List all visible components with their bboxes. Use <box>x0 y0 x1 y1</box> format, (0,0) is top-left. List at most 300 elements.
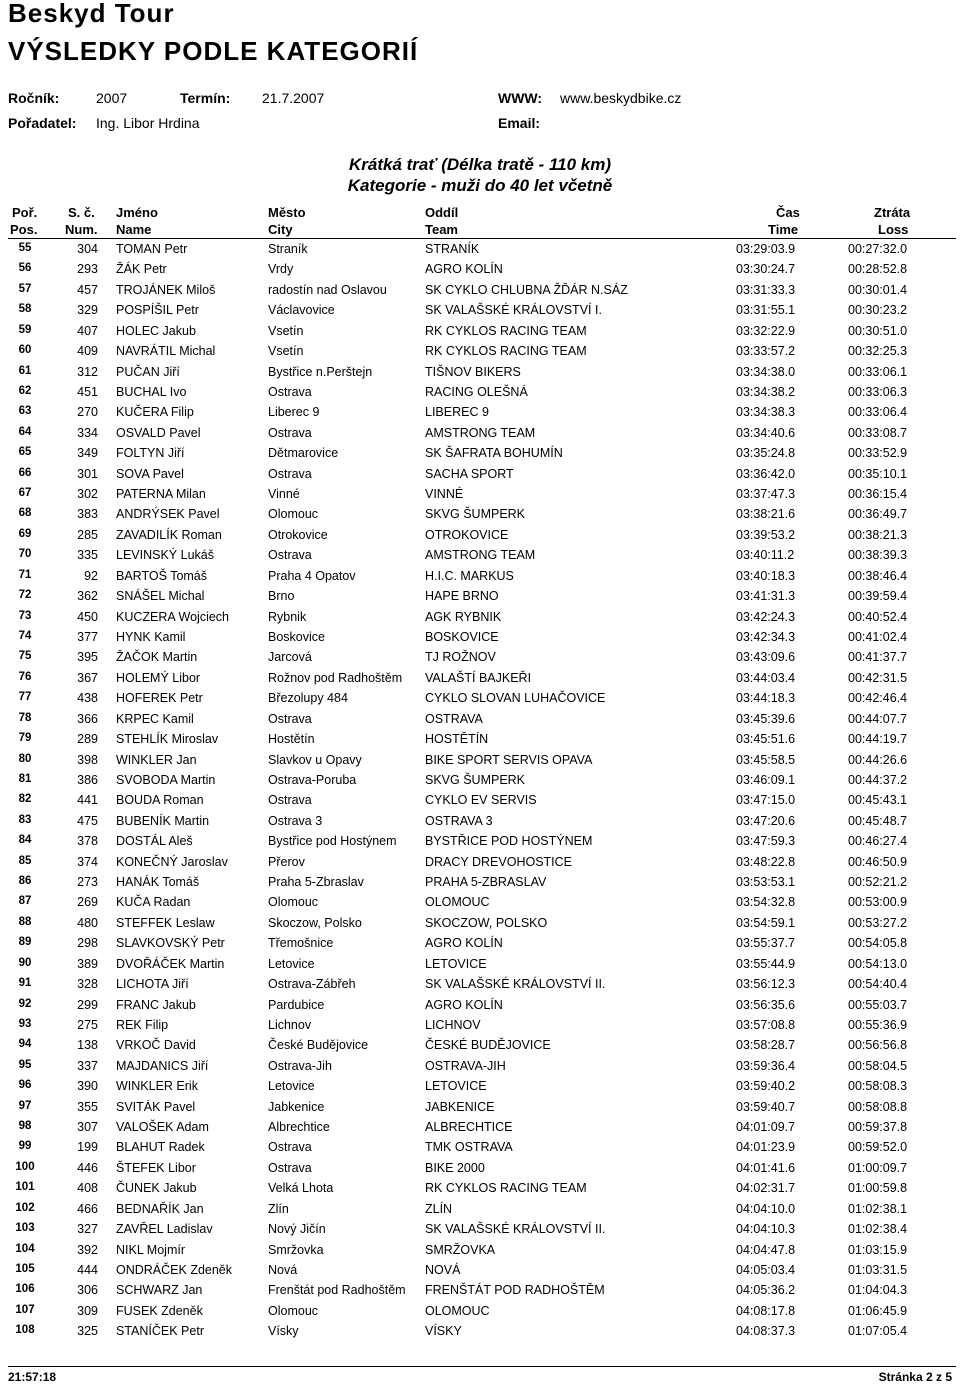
table-row <box>0 811 960 831</box>
loss-cell: 01:00:59.8 <box>848 1181 908 1196</box>
loss-cell: 00:30:23.2 <box>848 303 908 318</box>
city-cell: Vsetín <box>268 323 304 338</box>
position-cell: 78 <box>18 711 32 724</box>
city-cell: Ostrava <box>268 711 312 726</box>
start-number-cell: 270 <box>77 405 98 420</box>
time-cell: 03:43:09.6 <box>736 650 796 665</box>
col-city-cz: Město <box>268 205 306 220</box>
table-row <box>0 1056 960 1076</box>
city-cell: Nový Jičín <box>268 1222 326 1237</box>
rider-name-cell: MAJDANICS Jiří <box>116 1058 209 1073</box>
rider-name-cell: HOLEMÝ Libor <box>116 670 201 685</box>
time-cell: 03:38:21.6 <box>736 507 796 522</box>
start-number-cell: 374 <box>77 854 98 869</box>
position-cell: 59 <box>18 323 32 336</box>
loss-cell: 01:03:15.9 <box>848 1242 908 1257</box>
city-cell: Skoczow, Polsko <box>268 915 362 930</box>
city-cell: Ostrava 3 <box>268 813 323 828</box>
start-number-cell: 298 <box>77 936 98 951</box>
rider-name-cell: BEDNAŘÍK Jan <box>116 1201 204 1216</box>
time-cell: 03:31:33.3 <box>736 282 796 297</box>
table-row <box>0 1015 960 1035</box>
start-number-cell: 304 <box>77 242 98 256</box>
time-cell: 04:02:31.7 <box>736 1181 796 1196</box>
loss-cell: 00:58:08.3 <box>848 1079 908 1094</box>
rider-name-cell: POSPÍŠIL Petr <box>116 303 199 318</box>
table-row <box>0 1240 960 1260</box>
page-number: Stránka 2 z 5 <box>878 1370 952 1384</box>
team-cell: BIKE 2000 <box>425 1160 485 1175</box>
time-cell: 03:42:24.3 <box>736 609 796 624</box>
rider-name-cell: SLAVKOVSKÝ Petr <box>116 936 225 951</box>
start-number-cell: 138 <box>77 1038 98 1053</box>
termin-label: Termín: <box>180 90 231 106</box>
rider-name-cell: VALOŠEK Adam <box>116 1120 209 1135</box>
rider-name-cell: BARTOŠ Tomáš <box>116 568 208 583</box>
table-row <box>0 831 960 851</box>
time-cell: 04:08:37.3 <box>736 1324 796 1339</box>
rider-name-cell: SCHWARZ Jan <box>116 1283 203 1298</box>
loss-cell: 01:07:05.4 <box>848 1324 908 1339</box>
team-cell: TJ ROŽNOV <box>425 650 496 665</box>
position-cell: 58 <box>18 303 32 316</box>
position-cell: 90 <box>18 956 32 969</box>
time-cell: 03:47:15.0 <box>736 793 796 808</box>
city-cell: Letovice <box>268 956 315 971</box>
team-cell: PRAHA 5-ZBRASLAV <box>425 875 547 890</box>
time-cell: 04:04:47.8 <box>736 1242 796 1257</box>
city-cell: Bystřice pod Hostýnem <box>268 834 397 849</box>
position-cell: 103 <box>15 1222 35 1235</box>
email-label: Email: <box>498 115 541 131</box>
table-row <box>0 729 960 749</box>
table-row <box>0 688 960 708</box>
rider-name-cell: LEVINSKÝ Lukáš <box>116 548 214 563</box>
poradatel-label: Pořadatel: <box>8 115 77 131</box>
team-cell: VÍSKY <box>425 1324 462 1339</box>
position-cell: 108 <box>15 1324 35 1337</box>
city-cell: Vísky <box>268 1324 299 1339</box>
team-cell: ZLÍN <box>425 1201 453 1216</box>
team-cell: AGRO KOLÍN <box>425 997 503 1012</box>
city-cell: Praha 4 Opatov <box>268 568 356 583</box>
position-cell: 105 <box>15 1263 35 1275</box>
loss-cell: 00:52:21.2 <box>848 875 908 890</box>
position-cell: 63 <box>18 405 32 418</box>
col-loss-cz: Ztráta <box>874 205 911 220</box>
table-row <box>0 1301 960 1321</box>
loss-cell: 01:02:38.1 <box>848 1201 908 1216</box>
position-cell: 73 <box>18 609 32 622</box>
www-label: WWW: <box>498 90 543 106</box>
rider-name-cell: KONEČNÝ Jaroslav <box>116 854 228 869</box>
position-cell: 86 <box>18 875 32 888</box>
loss-cell: 00:33:06.4 <box>848 405 908 420</box>
table-row <box>0 1076 960 1096</box>
loss-cell: 00:58:08.8 <box>848 1099 908 1114</box>
time-cell: 03:37:47.3 <box>736 487 796 502</box>
start-number-cell: 325 <box>77 1324 98 1339</box>
team-cell: HAPE BRNO <box>425 589 499 604</box>
start-number-cell: 309 <box>77 1303 98 1318</box>
position-cell: 80 <box>18 752 32 765</box>
start-number-cell: 444 <box>77 1263 98 1277</box>
loss-cell: 00:41:37.7 <box>848 650 908 665</box>
col-pos-cz: Poř. <box>12 205 38 220</box>
col-team-cz: Oddíl <box>425 205 459 220</box>
rider-name-cell: STANÍČEK Petr <box>116 1324 204 1339</box>
time-cell: 04:05:03.4 <box>736 1263 796 1277</box>
time-cell: 03:39:53.2 <box>736 527 796 542</box>
loss-cell: 01:04:04.3 <box>848 1283 908 1298</box>
loss-cell: 00:36:15.4 <box>848 487 908 502</box>
rider-name-cell: KUČA Radan <box>116 895 191 910</box>
city-cell: Ostrava <box>268 1160 312 1175</box>
city-cell: Rožnov pod Radhoštěm <box>268 670 403 685</box>
col-team-en: Team <box>425 222 458 237</box>
time-cell: 03:47:20.6 <box>736 813 796 828</box>
footer-divider <box>8 1366 956 1367</box>
team-cell: OTROKOVICE <box>425 527 509 542</box>
city-cell: Ostrava <box>268 1140 312 1155</box>
time-cell: 03:59:40.2 <box>736 1079 796 1094</box>
loss-cell: 00:44:37.2 <box>848 772 908 787</box>
city-cell: Dětmarovice <box>268 446 339 461</box>
time-cell: 03:48:22.8 <box>736 854 796 869</box>
position-cell: 82 <box>18 793 32 806</box>
time-cell: 03:53:53.1 <box>736 875 796 890</box>
rider-name-cell: DOSTÁL Aleš <box>116 834 193 849</box>
rider-name-cell: BLAHUT Radek <box>116 1140 205 1155</box>
position-cell: 100 <box>15 1160 35 1173</box>
time-cell: 03:59:40.7 <box>736 1099 796 1114</box>
start-number-cell: 386 <box>77 772 98 787</box>
city-cell: Vsetín <box>268 344 304 359</box>
position-cell: 75 <box>18 650 32 663</box>
start-number-cell: 335 <box>77 548 98 563</box>
city-cell: Praha 5-Zbraslav <box>268 875 364 890</box>
position-cell: 62 <box>18 384 32 397</box>
rider-name-cell: WINKLER Jan <box>116 752 197 767</box>
time-cell: 03:40:11.2 <box>736 548 795 563</box>
table-row <box>0 668 960 688</box>
position-cell: 64 <box>18 425 32 438</box>
time-cell: 03:46:09.1 <box>736 772 796 787</box>
position-cell: 84 <box>18 834 32 847</box>
city-cell: Václavovice <box>268 303 335 318</box>
time-cell: 03:58:28.7 <box>736 1038 796 1053</box>
table-row <box>0 647 960 667</box>
table-row <box>0 709 960 729</box>
team-cell: OLOMOUC <box>425 895 490 910</box>
rider-name-cell: BOUDA Roman <box>116 793 204 808</box>
city-cell: Vrdy <box>268 262 294 277</box>
city-cell: Straník <box>268 242 308 256</box>
start-number-cell: 289 <box>77 732 98 747</box>
time-cell: 03:32:22.9 <box>736 323 796 338</box>
position-cell: 71 <box>18 568 32 581</box>
table-row <box>0 852 960 872</box>
rider-name-cell: OSVALD Pavel <box>116 425 201 440</box>
team-cell: TIŠNOV BIKERS <box>425 364 521 379</box>
start-number-cell: 475 <box>77 813 98 828</box>
start-number-cell: 307 <box>77 1120 98 1135</box>
loss-cell: 00:45:43.1 <box>848 793 908 808</box>
time-cell: 03:54:59.1 <box>736 915 796 930</box>
rider-name-cell: STEFFEK Leslaw <box>116 915 215 930</box>
position-cell: 99 <box>18 1140 32 1153</box>
position-cell: 93 <box>18 1017 32 1030</box>
rider-name-cell: ČUNEK Jakub <box>116 1181 197 1196</box>
city-cell: Rybnik <box>268 609 307 624</box>
time-cell: 03:45:51.6 <box>736 732 796 747</box>
table-row <box>0 1199 960 1219</box>
rider-name-cell: LICHOTA Jiří <box>116 977 189 992</box>
team-cell: OSTRAVA <box>425 711 483 726</box>
start-number-cell: 383 <box>77 507 98 522</box>
position-cell: 102 <box>15 1201 35 1214</box>
col-name-en: Name <box>116 222 152 237</box>
loss-cell: 00:59:52.0 <box>848 1140 908 1155</box>
position-cell: 106 <box>15 1283 35 1296</box>
city-cell: Lichnov <box>268 1017 312 1032</box>
city-cell: Jabkenice <box>268 1099 325 1114</box>
time-cell: 03:45:58.5 <box>736 752 796 767</box>
position-cell: 83 <box>18 813 32 826</box>
city-cell: Letovice <box>268 1079 315 1094</box>
loss-cell: 00:38:21.3 <box>848 527 908 542</box>
position-cell: 67 <box>18 487 32 500</box>
table-row <box>0 300 960 320</box>
team-cell: VINNÉ <box>425 487 464 502</box>
table-row <box>0 770 960 790</box>
time-cell: 03:35:24.8 <box>736 446 796 461</box>
position-cell: 70 <box>18 548 32 561</box>
table-row <box>0 586 960 606</box>
team-cell: TMK OSTRAVA <box>425 1140 513 1155</box>
table-row <box>0 259 960 279</box>
start-number-cell: 355 <box>77 1099 98 1114</box>
start-number-cell: 377 <box>77 629 98 644</box>
table-row <box>0 280 960 300</box>
team-cell: AGK RYBNIK <box>425 609 502 624</box>
table-row <box>0 545 960 565</box>
start-number-cell: 329 <box>77 303 98 318</box>
position-cell: 74 <box>18 629 32 642</box>
team-cell: CYKLO SLOVAN LUHAČOVICE <box>425 691 606 706</box>
rider-name-cell: HYNK Kamil <box>116 629 186 644</box>
team-cell: FRENŠTÁT POD RADHOŠTĚM <box>425 1283 605 1298</box>
table-row <box>0 321 960 341</box>
position-cell: 77 <box>18 691 32 704</box>
team-cell: RK CYKLOS RACING TEAM <box>425 1181 587 1196</box>
position-cell: 68 <box>18 507 32 520</box>
position-cell: 97 <box>18 1099 32 1112</box>
table-row <box>0 566 960 586</box>
city-cell: Ostrava-Zábřeh <box>268 977 356 992</box>
team-cell: LETOVICE <box>425 1079 487 1094</box>
city-cell: Jarcová <box>268 650 312 665</box>
position-cell: 92 <box>18 997 32 1010</box>
position-cell: 104 <box>15 1242 35 1255</box>
start-number-cell: 275 <box>77 1017 98 1032</box>
position-cell: 76 <box>18 670 32 683</box>
position-cell: 79 <box>18 732 32 745</box>
start-number-cell: 199 <box>77 1140 98 1155</box>
position-cell: 56 <box>18 262 32 275</box>
table-row <box>0 1158 960 1178</box>
position-cell: 57 <box>18 282 32 295</box>
col-num-cz: S. č. <box>68 205 95 220</box>
time-cell: 03:36:42.0 <box>736 466 796 481</box>
start-number-cell: 446 <box>77 1160 98 1175</box>
start-number-cell: 92 <box>84 568 98 583</box>
time-cell: 04:01:41.6 <box>736 1160 796 1175</box>
rider-name-cell: FUSEK Zdeněk <box>116 1303 203 1318</box>
table-row <box>0 872 960 892</box>
loss-cell: 00:41:02.4 <box>848 629 908 644</box>
start-number-cell: 299 <box>77 997 98 1012</box>
loss-cell: 00:53:00.9 <box>848 895 908 910</box>
start-number-cell: 337 <box>77 1058 98 1073</box>
start-number-cell: 407 <box>77 323 98 338</box>
team-cell: VALAŠTÍ BAJKEŘI <box>425 670 532 685</box>
team-cell: OLOMOUC <box>425 1303 490 1318</box>
table-row <box>0 627 960 647</box>
position-cell: 81 <box>18 772 32 785</box>
loss-cell: 00:36:49.7 <box>848 507 908 522</box>
www-value: www.beskydbike.cz <box>560 90 682 106</box>
loss-cell: 00:46:50.9 <box>848 854 908 869</box>
position-cell: 96 <box>18 1079 32 1092</box>
table-row <box>0 1280 960 1300</box>
time-cell: 03:34:38.2 <box>736 384 796 399</box>
team-cell: SK VALAŠSKÉ KRÁLOVSTVÍ II. <box>425 1222 606 1237</box>
city-cell: Brno <box>268 589 295 604</box>
rider-name-cell: DVOŘÁČEK Martin <box>116 956 225 971</box>
team-cell: ČESKÉ BUDĚJOVICE <box>425 1038 551 1053</box>
start-number-cell: 398 <box>77 752 98 767</box>
loss-cell: 00:42:46.4 <box>848 691 908 706</box>
rider-name-cell: FOLTYN Jiří <box>116 446 185 461</box>
loss-cell: 00:40:52.4 <box>848 609 908 624</box>
team-cell: CYKLO EV SERVIS <box>425 793 537 808</box>
rider-name-cell: ŽÁK Petr <box>116 262 167 277</box>
col-num-en: Num. <box>65 222 98 237</box>
position-cell: 72 <box>18 589 32 602</box>
table-row <box>0 341 960 361</box>
city-cell: Ostrava <box>268 466 312 481</box>
rider-name-cell: NAVRÁTIL Michal <box>116 344 216 359</box>
start-number-cell: 273 <box>77 875 98 890</box>
time-cell: 03:33:57.2 <box>736 344 796 359</box>
start-number-cell: 457 <box>77 282 98 297</box>
rider-name-cell: BUBENÍK Martin <box>116 813 210 828</box>
team-cell: SKVG ŠUMPERK <box>425 507 526 522</box>
time-cell: 03:47:59.3 <box>736 834 796 849</box>
table-row <box>0 790 960 810</box>
loss-cell: 00:42:31.5 <box>848 670 908 685</box>
rocnik-label: Ročník: <box>8 90 60 106</box>
team-cell: RK CYKLOS RACING TEAM <box>425 323 587 338</box>
start-number-cell: 349 <box>77 446 98 461</box>
rocnik-value: 2007 <box>96 90 128 106</box>
table-row <box>0 1097 960 1117</box>
team-cell: STRANÍK <box>425 242 480 256</box>
loss-cell: 00:27:32.0 <box>848 242 908 256</box>
start-number-cell: 327 <box>77 1222 98 1237</box>
rider-name-cell: HANÁK Tomáš <box>116 875 200 890</box>
team-cell: SMRŽOVKA <box>425 1242 496 1257</box>
loss-cell: 00:54:13.0 <box>848 956 908 971</box>
city-cell: Nová <box>268 1263 298 1277</box>
team-cell: SK ŠAFRATA BOHUMÍN <box>425 446 563 461</box>
start-number-cell: 395 <box>77 650 98 665</box>
city-cell: Olomouc <box>268 895 319 910</box>
rider-name-cell: KRPEC Kamil <box>116 711 194 726</box>
position-cell: 98 <box>18 1120 32 1133</box>
time-cell: 04:01:09.7 <box>736 1120 796 1135</box>
table-row <box>0 1260 960 1280</box>
loss-cell: 00:28:52.8 <box>848 262 908 277</box>
start-number-cell: 328 <box>77 977 98 992</box>
time-cell: 04:08:17.8 <box>736 1303 796 1318</box>
rider-name-cell: NIKL Mojmír <box>116 1242 185 1257</box>
start-number-cell: 367 <box>77 670 98 685</box>
time-cell: 03:29:03.9 <box>736 242 796 256</box>
team-cell: BOSKOVICE <box>425 629 499 644</box>
table-row <box>0 382 960 402</box>
team-cell: RACING OLEŠNÁ <box>425 384 528 399</box>
loss-cell: 00:58:04.5 <box>848 1058 908 1073</box>
col-city-en: City <box>268 222 293 237</box>
loss-cell: 00:35:10.1 <box>848 466 908 481</box>
start-number-cell: 389 <box>77 956 98 971</box>
loss-cell: 00:38:46.4 <box>848 568 908 583</box>
loss-cell: 00:33:06.1 <box>848 364 908 379</box>
time-cell: 03:34:38.0 <box>736 364 796 379</box>
rider-name-cell: SVITÁK Pavel <box>116 1099 196 1114</box>
city-cell: Liberec 9 <box>268 405 320 420</box>
loss-cell: 00:54:40.4 <box>848 977 908 992</box>
city-cell: Ostrava-Poruba <box>268 772 357 787</box>
table-row <box>0 1219 960 1239</box>
col-name-cz: Jméno <box>116 205 158 220</box>
loss-cell: 00:44:19.7 <box>848 732 908 747</box>
loss-cell: 00:30:01.4 <box>848 282 908 297</box>
team-cell: ALBRECHTICE <box>425 1120 513 1135</box>
start-number-cell: 362 <box>77 589 98 604</box>
rider-name-cell: SOVA Pavel <box>116 466 184 481</box>
start-number-cell: 441 <box>77 793 98 808</box>
report-subtitle: VÝSLEDKY PODLE KATEGORIÍ <box>8 36 419 66</box>
time-cell: 03:54:32.8 <box>736 895 796 910</box>
table-row <box>0 423 960 443</box>
position-cell: 69 <box>18 527 32 540</box>
position-cell: 85 <box>18 854 32 867</box>
start-number-cell: 390 <box>77 1079 98 1094</box>
team-cell: OSTRAVA 3 <box>425 813 493 828</box>
start-number-cell: 302 <box>77 487 98 502</box>
rider-name-cell: KUČERA Filip <box>116 405 194 420</box>
start-number-cell: 378 <box>77 834 98 849</box>
position-cell: 61 <box>18 364 32 377</box>
time-cell: 04:01:23.9 <box>736 1140 796 1155</box>
time-cell: 03:40:18.3 <box>736 568 796 583</box>
team-cell: HOSTĚTÍN <box>425 732 489 747</box>
termin-value: 21.7.2007 <box>262 90 325 106</box>
start-number-cell: 466 <box>77 1201 98 1216</box>
